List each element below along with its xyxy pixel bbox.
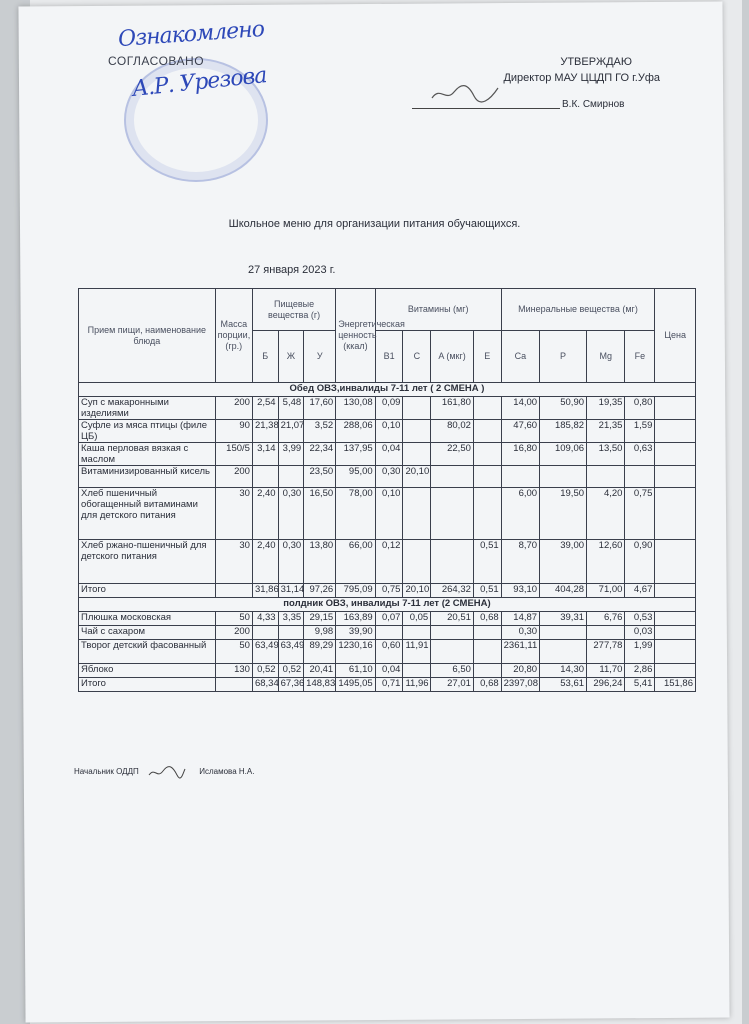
value-cell: 0,68 [473,612,501,626]
value-cell [655,626,696,640]
dish-name-cell: Хлеб пшеничный обогащенный витаминами для детского питания [79,488,216,540]
header-b1: B1 [375,331,403,383]
value-cell: 0,80 [625,397,655,420]
table-row [79,466,696,488]
section-title: полдник ОВЗ, инвалиды 7-11 лет (2 СМЕНА) [79,598,696,612]
value-cell: 200 [215,626,252,640]
value-cell: 23,50 [304,466,336,488]
header-price: Цена [655,289,696,383]
value-cell: 5,48 [278,397,304,420]
value-cell [403,443,431,466]
dish-name-cell: Каша перловая вязкая с маслом [79,443,216,466]
value-cell: 1230,16 [336,640,375,664]
value-cell: 148,83 [304,678,336,692]
value-cell: 0,07 [375,612,403,626]
value-cell: 71,00 [587,584,625,598]
value-cell [215,678,252,692]
value-cell [501,466,539,488]
value-cell [252,466,278,488]
value-cell: 50 [215,640,252,664]
value-cell [403,540,431,584]
agreed-label: СОГЛАСОВАНО [108,54,205,68]
value-cell: 20,80 [501,664,539,678]
value-cell: 137,95 [336,443,375,466]
value-cell [473,397,501,420]
dish-name-cell: Яблоко [79,664,216,678]
value-cell: 20,41 [304,664,336,678]
value-cell: 2,40 [252,488,278,540]
value-cell: 3,99 [278,443,304,466]
value-cell [403,420,431,443]
value-cell [473,664,501,678]
value-cell: 39,31 [540,612,587,626]
value-cell [540,466,587,488]
value-cell: 21,35 [587,420,625,443]
handwritten-note: Ознакомлено [117,16,265,53]
value-cell [252,626,278,640]
value-cell [403,626,431,640]
value-cell: 0,75 [625,488,655,540]
value-cell: 0,90 [625,540,655,584]
value-cell: 12,60 [587,540,625,584]
value-cell: 6,50 [431,664,474,678]
value-cell: 80,02 [431,420,474,443]
dish-name-cell: Витаминизированный кисель [79,466,216,488]
table-row [79,488,696,540]
value-cell: 22,50 [431,443,474,466]
table-row [79,443,696,466]
value-cell: 0,71 [375,678,403,692]
value-cell: 200 [215,466,252,488]
value-cell: 296,24 [587,678,625,692]
menu-table [78,288,696,692]
header-zh: Ж [278,331,304,383]
table-row [79,420,696,443]
value-cell [655,640,696,664]
value-cell: 2397,08 [501,678,539,692]
table-row [79,540,696,584]
value-cell: 39,00 [540,540,587,584]
value-cell [473,443,501,466]
value-cell [655,488,696,540]
approve-position: Директор МАУ ЦЦДП ГО г.Уфа [503,72,660,84]
value-cell: 277,78 [587,640,625,664]
value-cell: 67,36 [278,678,304,692]
value-cell: 0,51 [473,540,501,584]
footer-position: Начальник ОДДП [74,767,139,777]
table-row [79,397,696,420]
value-cell: 27,01 [431,678,474,692]
value-cell: 0,05 [403,612,431,626]
value-cell: 0,30 [375,466,403,488]
value-cell [403,397,431,420]
value-cell: 21,07 [278,420,304,443]
value-cell: 97,26 [304,584,336,598]
value-cell: 21,38 [252,420,278,443]
table-row [79,612,696,626]
value-cell: 50,90 [540,397,587,420]
header-meal: Прием пищи, наименование блюда [79,289,216,383]
header-nutrients: Пищевые вещества (г) [252,289,335,331]
value-cell: 4,67 [625,584,655,598]
value-cell [655,397,696,420]
value-cell [431,626,474,640]
value-cell [655,664,696,678]
value-cell: 16,50 [304,488,336,540]
value-cell: 150/5 [215,443,252,466]
value-cell [473,420,501,443]
value-cell [655,584,696,598]
value-cell [278,626,304,640]
value-cell: 93,10 [501,584,539,598]
value-cell: 90 [215,420,252,443]
table-row [79,640,696,664]
value-cell: 264,32 [431,584,474,598]
value-cell: 95,00 [336,466,375,488]
value-cell [587,466,625,488]
value-cell: 130,08 [336,397,375,420]
value-cell: 288,06 [336,420,375,443]
value-cell: 31,14 [278,584,304,598]
value-cell [375,626,403,640]
value-cell [625,466,655,488]
value-cell: 3,35 [278,612,304,626]
value-cell: 39,90 [336,626,375,640]
director-signature [430,80,500,104]
header-p: P [540,331,587,383]
value-cell: 16,80 [501,443,539,466]
value-cell [587,626,625,640]
value-cell: 0,68 [473,678,501,692]
table-row [79,626,696,640]
value-cell: 0,30 [501,626,539,640]
value-cell: 0,52 [252,664,278,678]
value-cell: 30 [215,540,252,584]
header-fe: Fe [625,331,655,383]
value-cell: 0,30 [278,540,304,584]
header-b: Б [252,331,278,383]
dish-name-cell: Творог детский фасованный [79,640,216,664]
table-row [79,584,696,598]
section-row [79,598,696,612]
value-cell: 0,10 [375,420,403,443]
value-cell [403,664,431,678]
value-cell: 13,50 [587,443,625,466]
menu-table-body [79,383,696,692]
value-cell [540,626,587,640]
approve-label: УТВЕРЖДАЮ [560,56,632,68]
value-cell: 20,10 [403,466,431,488]
value-cell: 0,53 [625,612,655,626]
value-cell [473,488,501,540]
value-cell: 14,30 [540,664,587,678]
signature-line [412,108,560,109]
value-cell [655,540,696,584]
value-cell: 0,10 [375,488,403,540]
value-cell: 68,34 [252,678,278,692]
value-cell [655,420,696,443]
value-cell: 4,20 [587,488,625,540]
section-title: Обед ОВЗ,инвалиды 7-11 лет ( 2 СМЕНА ) [79,383,696,397]
table-row [79,664,696,678]
value-cell: 1495,05 [336,678,375,692]
header-mass: Масса порции, (гр.) [215,289,252,383]
value-cell: 0,12 [375,540,403,584]
value-cell: 66,00 [336,540,375,584]
footer [74,765,254,779]
value-cell [431,640,474,664]
value-cell: 11,96 [403,678,431,692]
value-cell [431,488,474,540]
dish-name-cell: Суфле из мяса птицы (филе ЦБ) [79,420,216,443]
value-cell [473,466,501,488]
value-cell: 53,61 [540,678,587,692]
value-cell [431,466,474,488]
value-cell [278,466,304,488]
value-cell: 89,29 [304,640,336,664]
value-cell: 6,00 [501,488,539,540]
value-cell: 200 [215,397,252,420]
approve-block [500,54,660,86]
value-cell: 1,99 [625,640,655,664]
value-cell [473,640,501,664]
value-cell: 78,00 [336,488,375,540]
value-cell: 3,52 [304,420,336,443]
value-cell: 795,09 [336,584,375,598]
value-cell: 0,30 [278,488,304,540]
value-cell: 63,49 [252,640,278,664]
value-cell: 404,28 [540,584,587,598]
value-cell: 13,80 [304,540,336,584]
header-a: A (мкг) [431,331,474,383]
value-cell: 19,35 [587,397,625,420]
value-cell [540,640,587,664]
value-cell: 0,04 [375,664,403,678]
value-cell: 0,04 [375,443,403,466]
value-cell: 5,41 [625,678,655,692]
value-cell: 47,60 [501,420,539,443]
document-date: 27 января 2023 г. [248,264,336,276]
dish-name-cell: Хлеб ржано-пшеничный для детского питания [79,540,216,584]
value-cell: 2361,11 [501,640,539,664]
value-cell: 2,40 [252,540,278,584]
value-cell: 0,52 [278,664,304,678]
value-cell: 11,70 [587,664,625,678]
value-cell: 0,09 [375,397,403,420]
value-cell: 20,10 [403,584,431,598]
value-cell: 14,00 [501,397,539,420]
value-cell [431,540,474,584]
dish-name-cell: Чай с сахаром [79,626,216,640]
value-cell: 1,59 [625,420,655,443]
dish-name-cell: Итого [79,678,216,692]
value-cell: 50 [215,612,252,626]
value-cell: 185,82 [540,420,587,443]
value-cell: 17,60 [304,397,336,420]
value-cell: 0,60 [375,640,403,664]
value-cell: 19,50 [540,488,587,540]
value-cell: 0,63 [625,443,655,466]
value-cell: 151,86 [655,678,696,692]
value-cell: 2,54 [252,397,278,420]
value-cell: 109,06 [540,443,587,466]
value-cell [655,612,696,626]
header-e: E [473,331,501,383]
value-cell: 0,75 [375,584,403,598]
value-cell [403,488,431,540]
dish-name-cell: Итого [79,584,216,598]
section-row [79,383,696,397]
value-cell: 163,89 [336,612,375,626]
value-cell: 161,80 [431,397,474,420]
header-c: C [403,331,431,383]
header-energy: Энергетическая ценность (ккал) [336,289,375,383]
header-u: У [304,331,336,383]
value-cell: 9,98 [304,626,336,640]
value-cell: 8,70 [501,540,539,584]
handwritten-signature: А.Р. Урезова [131,63,268,102]
value-cell: 130 [215,664,252,678]
value-cell: 0,51 [473,584,501,598]
value-cell [473,626,501,640]
value-cell: 2,86 [625,664,655,678]
value-cell: 61,10 [336,664,375,678]
dish-name-cell: Плюшка московская [79,612,216,626]
value-cell: 63,49 [278,640,304,664]
value-cell [655,466,696,488]
header-minerals: Минеральные вещества (мг) [501,289,655,331]
footer-signature [147,765,187,779]
value-cell: 31,86 [252,584,278,598]
value-cell: 3,14 [252,443,278,466]
header-ca: Ca [501,331,539,383]
header-mg: Mg [587,331,625,383]
table-row [79,678,696,692]
value-cell: 14,87 [501,612,539,626]
approve-name: В.К. Смирнов [562,99,625,110]
value-cell: 20,51 [431,612,474,626]
value-cell: 29,15 [304,612,336,626]
value-cell: 6,76 [587,612,625,626]
header-vitamins: Витамины (мг) [375,289,501,331]
value-cell: 30 [215,488,252,540]
document-title: Школьное меню для организации питания обучающихся. [228,218,521,230]
value-cell: 11,91 [403,640,431,664]
value-cell [215,584,252,598]
value-cell: 22,34 [304,443,336,466]
value-cell: 4,33 [252,612,278,626]
footer-name: Исламова Н.А. [199,767,255,777]
dish-name-cell: Суп с макаронными изделиями [79,397,216,420]
value-cell [655,443,696,466]
value-cell: 0,03 [625,626,655,640]
